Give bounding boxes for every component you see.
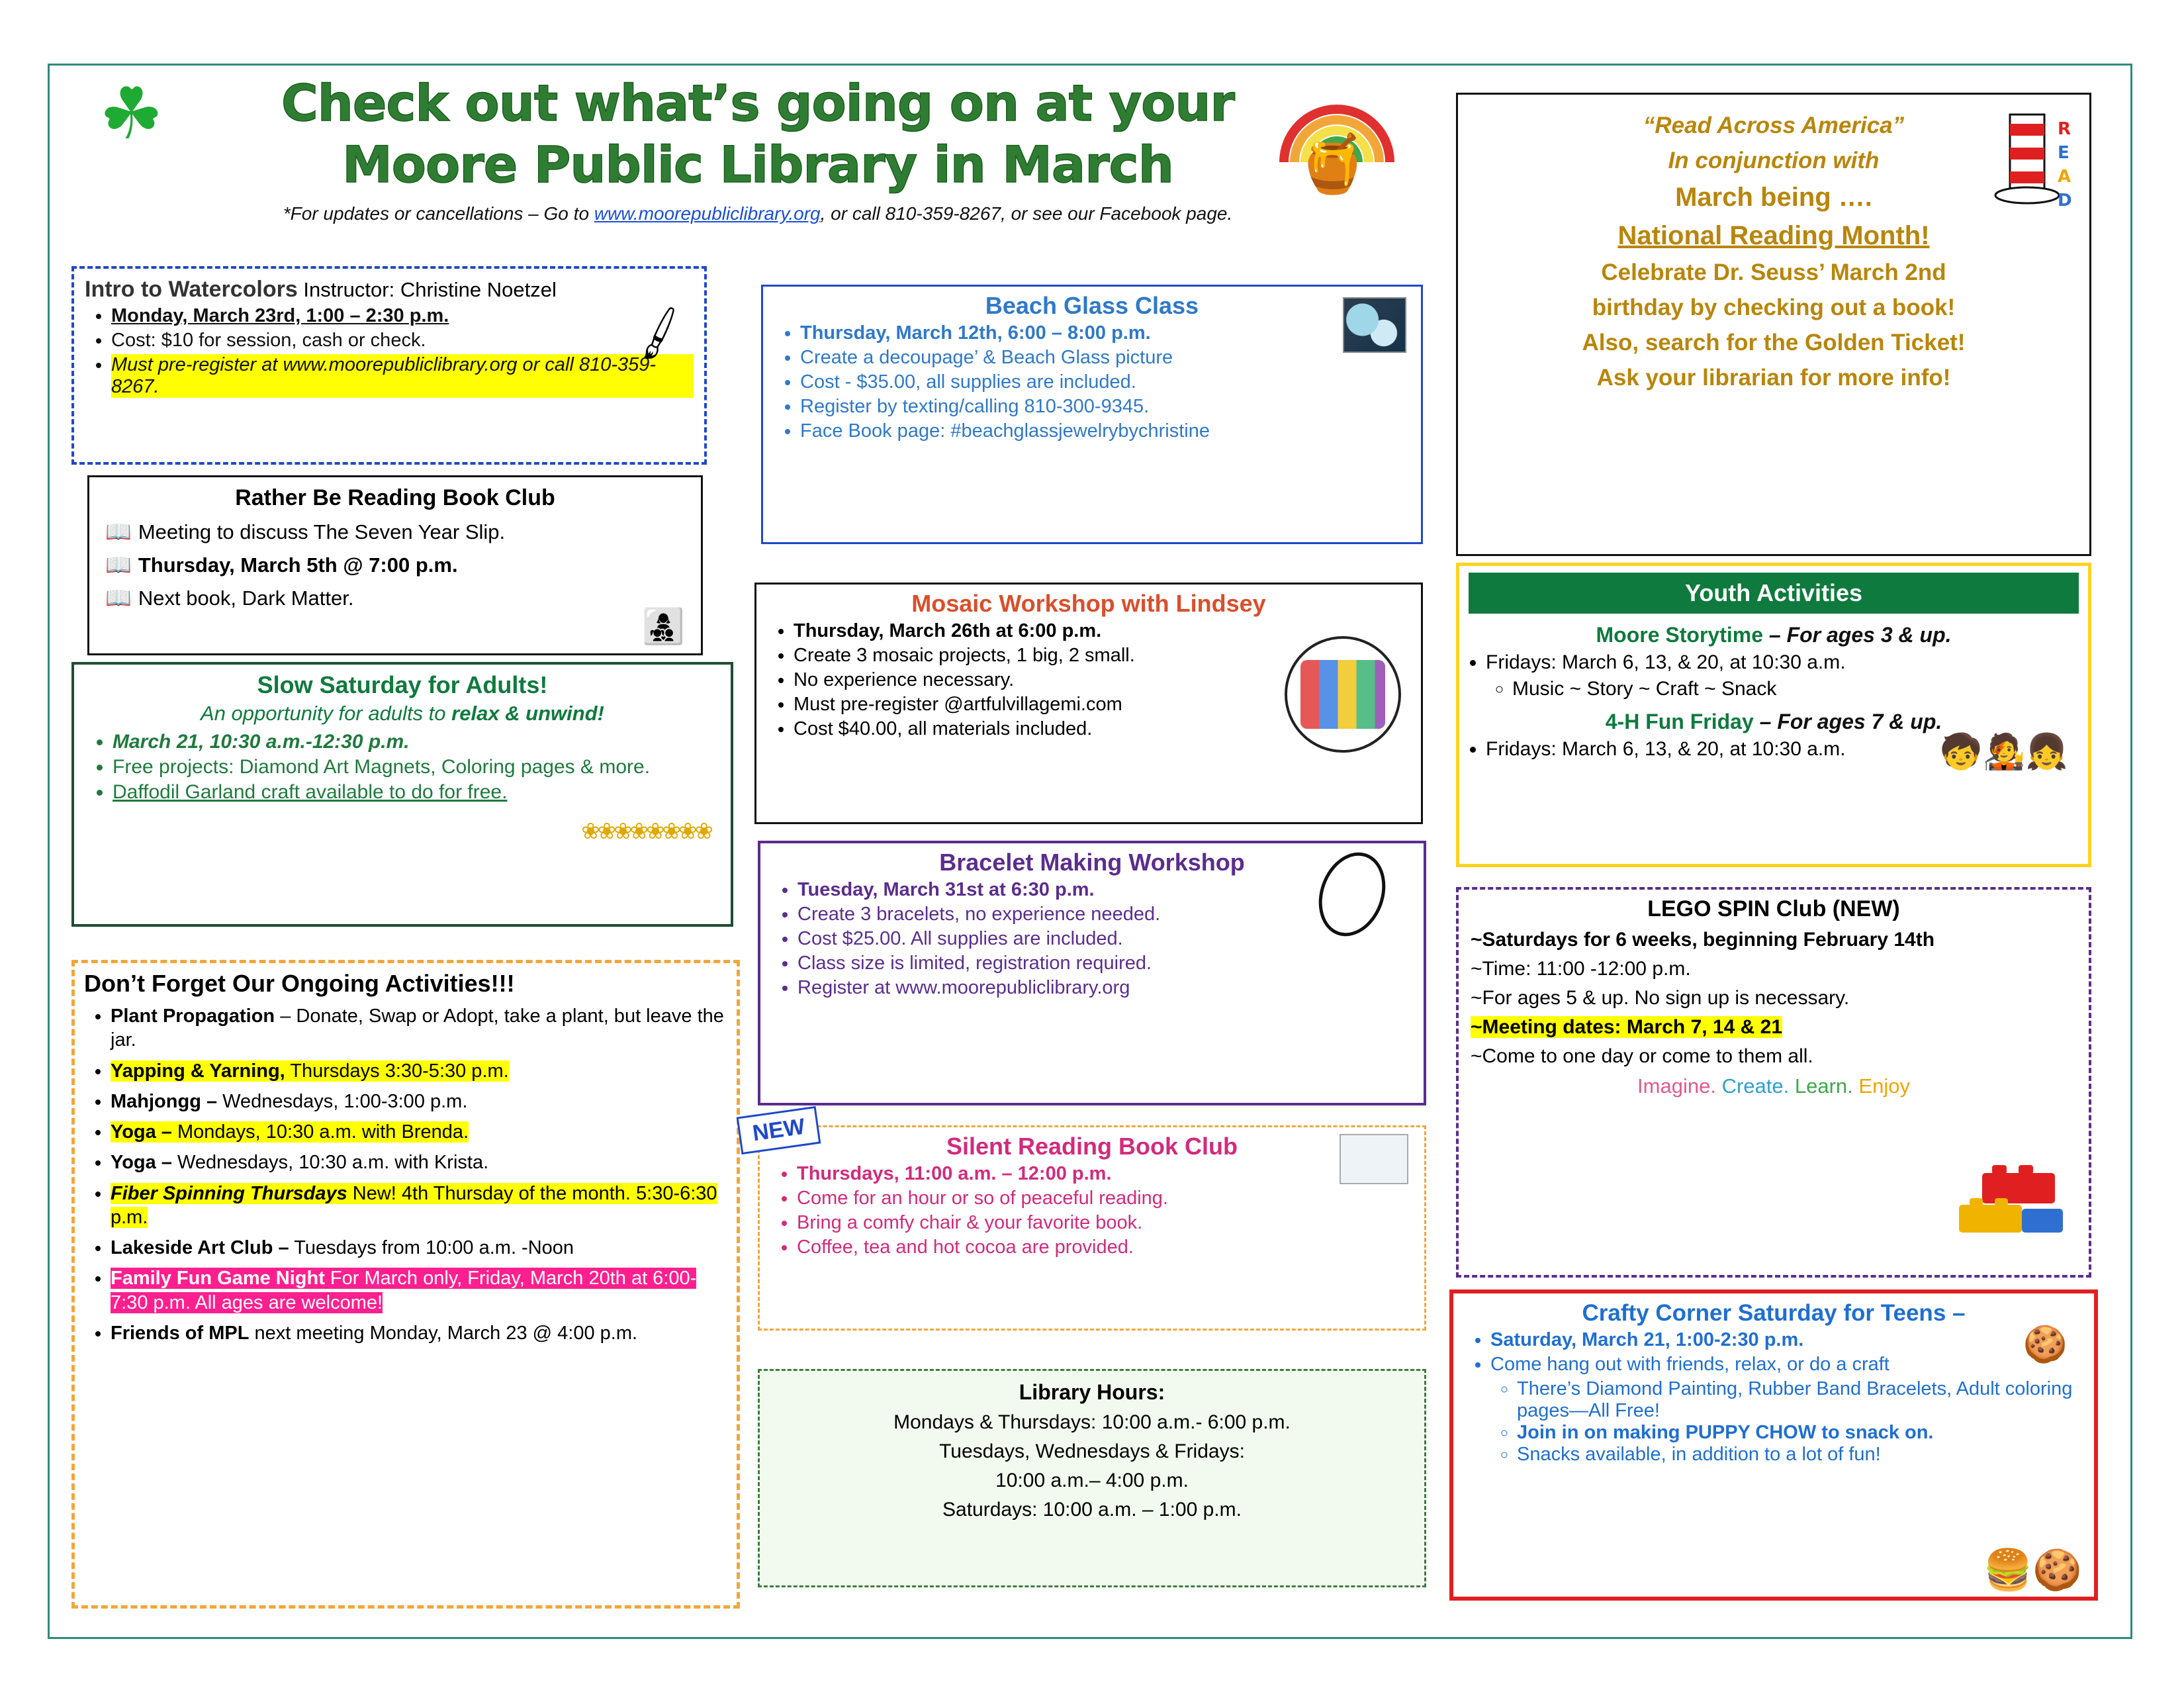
children-icon: 🧒🧑‍🎤👧 bbox=[1939, 733, 2068, 771]
mosaic-workshop-box bbox=[754, 583, 1423, 824]
list-item: ◦ There’s Diamond Painting, Rubber Band Bracelets, Adult coloring pages—All Free! bbox=[1517, 1378, 2083, 1422]
list-item: • Coffee, tea and hot cocoa are provided. bbox=[797, 1237, 1414, 1258]
open-book-icon: 📖 bbox=[105, 553, 132, 577]
hours-line: Mondays & Thursdays: 10:00 a.m.- 6:00 p.m. bbox=[893, 1411, 1291, 1433]
page-title bbox=[79, 73, 1436, 195]
list-item: • Thursday, March 12th, 6:00 – 8:00 p.m. bbox=[800, 322, 1410, 344]
hours-line: Saturdays: 10:00 a.m. – 1:00 p.m. bbox=[942, 1499, 1242, 1521]
list-item: • Tuesday, March 31st at 6:30 p.m. bbox=[797, 879, 1413, 901]
beach-glass-title: Beach Glass Class bbox=[985, 292, 1199, 319]
list-item: • Cost $40.00, all materials included. bbox=[794, 718, 1410, 740]
bracelet-list bbox=[771, 879, 1413, 999]
book-club-line: 📖 Thursday, March 5th @ 7:00 p.m. bbox=[105, 553, 458, 577]
list-item: ◦ Snacks available, in addition to a lot of fun! bbox=[1517, 1444, 2083, 1466]
note-prefix: *For updates or cancellations – Go to bbox=[283, 203, 594, 224]
lego-line: ~Meeting dates: March 7, 14 & 21 bbox=[1471, 1016, 1783, 1038]
list-item: ◦ Music ~ Story ~ Craft ~ Snack bbox=[1512, 678, 2088, 700]
list-item: • Create 3 mosaic projects, 1 big, 2 small. bbox=[794, 645, 1410, 667]
list-item: • Thursdays, 11:00 a.m. – 12:00 p.m. bbox=[797, 1163, 1414, 1185]
crafty-list bbox=[1464, 1329, 2083, 1376]
title-line-2: Moore Public Library in March bbox=[342, 134, 1173, 194]
list-item: • Free projects: Diamond Art Magnets, Coloring pages & more. bbox=[113, 756, 719, 778]
library-hours-box bbox=[758, 1369, 1426, 1587]
svg-text:R: R bbox=[2058, 119, 2071, 139]
silent-reading-title: Silent Reading Book Club bbox=[946, 1133, 1238, 1160]
list-item: • Lakeside Art Club – Tuesdays from 10:00 a.m. -Noon bbox=[111, 1236, 727, 1260]
mosaic-title: Mosaic Workshop with Lindsey bbox=[911, 590, 1266, 617]
list-item: • Yoga – Wednesdays, 10:30 a.m. with Krista. bbox=[111, 1150, 727, 1174]
lego-motto: Imagine. Create. Learn. Enjoy bbox=[1637, 1074, 1910, 1098]
silent-reading-photo bbox=[1340, 1134, 1408, 1184]
paintbrush-icon: 🖌 bbox=[627, 303, 692, 365]
watercolors-title-bold: Intro to Watercolors bbox=[85, 277, 298, 302]
list-item: • Create 3 bracelets, no experience needed. bbox=[797, 904, 1413, 925]
read-across-line: Celebrate Dr. Seuss’ March 2nd bbox=[1601, 259, 1946, 285]
silent-reading-box bbox=[751, 1113, 1426, 1331]
lego-spin-club-box bbox=[1456, 887, 2091, 1278]
list-item: • Fridays: March 6, 13, & 20, at 10:30 a.m. bbox=[1486, 738, 2088, 761]
daffodil-garland-icon: ❀❀❀❀❀❀❀❀ bbox=[581, 819, 711, 844]
watercolors-instructor: Instructor: Christine Noetzel bbox=[303, 278, 557, 301]
list-item: • Monday, March 23rd, 1:00 – 2:30 p.m. bbox=[111, 305, 694, 327]
list-item: • Fridays: March 6, 13, & 20, at 10:30 a.m. bbox=[1486, 651, 2088, 674]
slow-saturday-list bbox=[86, 731, 719, 804]
list-item: • Cost - $35.00, all supplies are included. bbox=[800, 371, 1410, 393]
list-item: • Class size is limited, registration required. bbox=[797, 953, 1413, 974]
list-item: • Yapping & Yarning, Thursdays 3:30-5:30 p.m. bbox=[111, 1059, 727, 1083]
lego-line: ~Saturdays for 6 weeks, beginning February 14th bbox=[1471, 929, 1935, 951]
list-item: • Saturday, March 21, 1:00-2:30 p.m. bbox=[1490, 1329, 2083, 1351]
moore-storytime-heading: Moore Storytime – For ages 3 & up. bbox=[1596, 623, 1952, 647]
storytime-list bbox=[1459, 651, 2088, 674]
slow-saturday-title: Slow Saturday for Adults! bbox=[257, 671, 548, 698]
hours-line: 10:00 a.m.– 4:00 p.m. bbox=[995, 1470, 1189, 1491]
book-club-line: 📖 Meeting to discuss The Seven Year Slip. bbox=[105, 520, 506, 543]
bracelet-workshop-box bbox=[758, 841, 1426, 1105]
beach-glass-photo bbox=[1343, 297, 1406, 353]
read-across-line: Also, search for the Golden Ticket! bbox=[1582, 330, 1966, 355]
watercolors-list bbox=[85, 305, 694, 398]
cat-in-the-hat-icon bbox=[1983, 108, 2083, 234]
list-item: • No experience necessary. bbox=[794, 669, 1410, 691]
title-line-1: Check out what’s going on at your bbox=[281, 73, 1234, 132]
lego-line: ~For ages 5 & up. No sign up is necessary. bbox=[1471, 987, 1850, 1009]
list-item: • Yoga – Mondays, 10:30 a.m. with Brenda. bbox=[111, 1120, 727, 1144]
list-item: • Come hang out with friends, relax, or do a craft bbox=[1490, 1354, 2083, 1376]
list-item: • Thursday, March 26th at 6:00 p.m. bbox=[794, 620, 1410, 642]
slow-saturday-box bbox=[71, 662, 733, 927]
list-item: ◦ Join in on making PUPPY CHOW to snack on. bbox=[1517, 1422, 2083, 1444]
new-badge: NEW bbox=[737, 1106, 821, 1154]
slow-saturday-subtitle: An opportunity for adults to relax & unwind! bbox=[201, 702, 604, 725]
ongoing-activities-box bbox=[71, 960, 740, 1609]
list-item: • Plant Propagation – Donate, Swap or Adopt, take a plant, but leave the jar. bbox=[111, 1004, 727, 1053]
library-website-link[interactable]: www.moorepubliclibrary.org bbox=[594, 203, 821, 224]
library-hours-title: Library Hours: bbox=[1019, 1380, 1165, 1404]
hours-line: Tuesdays, Wednesdays & Fridays: bbox=[939, 1440, 1245, 1462]
lego-bricks-icon bbox=[1946, 1153, 2071, 1246]
storytime-sublist bbox=[1486, 678, 2088, 700]
intro-to-watercolors-box bbox=[71, 266, 707, 465]
updates-note bbox=[79, 203, 1436, 224]
puppy-chow-icon: 🍪 bbox=[2023, 1325, 2068, 1364]
list-item: • Must pre-register at www.moorepubliclibrary.org or call 810-359-8267. bbox=[111, 354, 694, 398]
open-book-icon: 📖 bbox=[105, 586, 132, 610]
read-across-line: “Read Across America” bbox=[1643, 113, 1905, 138]
read-across-line: March being …. bbox=[1675, 183, 1872, 212]
youth-activities-box bbox=[1456, 563, 2091, 867]
crafty-sublist bbox=[1490, 1378, 2083, 1466]
read-across-line: National Reading Month! bbox=[1617, 221, 1930, 250]
list-item: • Come for an hour or so of peaceful reading. bbox=[797, 1188, 1414, 1209]
lego-line: ~Come to one day or come to them all. bbox=[1471, 1045, 1813, 1067]
fun-friday-heading: 4-H Fun Friday – For ages 7 & up. bbox=[1605, 710, 1942, 733]
watercolors-title bbox=[85, 277, 694, 303]
crafty-corner-box bbox=[1449, 1289, 2098, 1601]
read-across-line: Ask your librarian for more info! bbox=[1596, 365, 1951, 391]
read-across-america-box bbox=[1456, 93, 2091, 556]
list-item: • Daffodil Garland craft available to do for free. bbox=[113, 781, 719, 804]
mosaic-plate-photo bbox=[1285, 636, 1401, 753]
beach-glass-class-box bbox=[761, 285, 1423, 544]
ongoing-list bbox=[84, 1004, 727, 1345]
list-item: • Fiber Spinning Thursdays New! 4th Thursday of the month. 5:30-6:30 p.m. bbox=[111, 1182, 727, 1230]
list-item: • Bring a comfy chair & your favorite book. bbox=[797, 1212, 1414, 1234]
bracelet-title: Bracelet Making Workshop bbox=[939, 849, 1245, 876]
list-item: • Must pre-register @artfulvillagemi.com bbox=[794, 694, 1410, 716]
list-item: • Register by texting/calling 810-300-9345. bbox=[800, 396, 1410, 418]
pot-of-gold-icon: 🍯 bbox=[1297, 132, 1369, 196]
silent-reading-list bbox=[770, 1163, 1414, 1258]
kids-reading-photo: 👩‍👧‍👦 bbox=[642, 608, 685, 646]
list-item: • Family Fun Game Night For March only, Friday, March 20th at 6:00-7:30 p.m. All ages are welcome! bbox=[111, 1266, 727, 1315]
lego-title: LEGO SPIN Club (NEW) bbox=[1647, 896, 1900, 921]
youth-activities-title: Youth Activities bbox=[1469, 573, 2079, 614]
note-suffix: , or call 810-359-8267, or see our Facebook page. bbox=[820, 203, 1233, 224]
list-item: • Cost $25.00. All supplies are included. bbox=[797, 928, 1413, 950]
list-item: • March 21, 10:30 a.m.-12:30 p.m. bbox=[113, 731, 719, 753]
svg-text:A: A bbox=[2058, 167, 2071, 187]
svg-text:D: D bbox=[2058, 191, 2072, 211]
read-across-line: In conjunction with bbox=[1668, 148, 1880, 173]
list-item: • Face Book page: #beachglassjewelrybychristine bbox=[800, 420, 1410, 442]
list-item: • Register at www.moorepubliclibrary.org bbox=[797, 977, 1413, 999]
book-club-line: 📖 Next book, Dark Matter. bbox=[105, 586, 354, 610]
beach-glass-list bbox=[774, 322, 1410, 442]
list-item: • Friends of MPL next meeting Monday, March 23 @ 4:00 p.m. bbox=[111, 1321, 727, 1345]
rather-be-reading-box bbox=[87, 475, 703, 655]
list-item: • Cost: $10 for session, cash or check. bbox=[111, 330, 694, 352]
lego-line: ~Time: 11:00 -12:00 p.m. bbox=[1471, 958, 1691, 980]
snacks-icon: 🍔🍪 bbox=[1983, 1548, 2082, 1592]
crafty-title: Crafty Corner Saturday for Teens – bbox=[1582, 1300, 1966, 1326]
open-book-icon: 📖 bbox=[105, 520, 132, 543]
svg-text:E: E bbox=[2058, 143, 2070, 163]
header bbox=[79, 73, 1436, 252]
book-club-title: Rather Be Reading Book Club bbox=[235, 485, 555, 510]
four-leaf-clover-icon: ☘ bbox=[99, 73, 163, 154]
list-item: • Mahjongg – Wednesdays, 1:00-3:00 p.m. bbox=[111, 1090, 727, 1113]
read-across-line: birthday by checking out a book! bbox=[1592, 295, 1956, 320]
list-item: • Create a decoupage’ & Beach Glass picture bbox=[800, 347, 1410, 369]
ongoing-title: Don’t Forget Our Ongoing Activities!!! bbox=[84, 970, 515, 997]
